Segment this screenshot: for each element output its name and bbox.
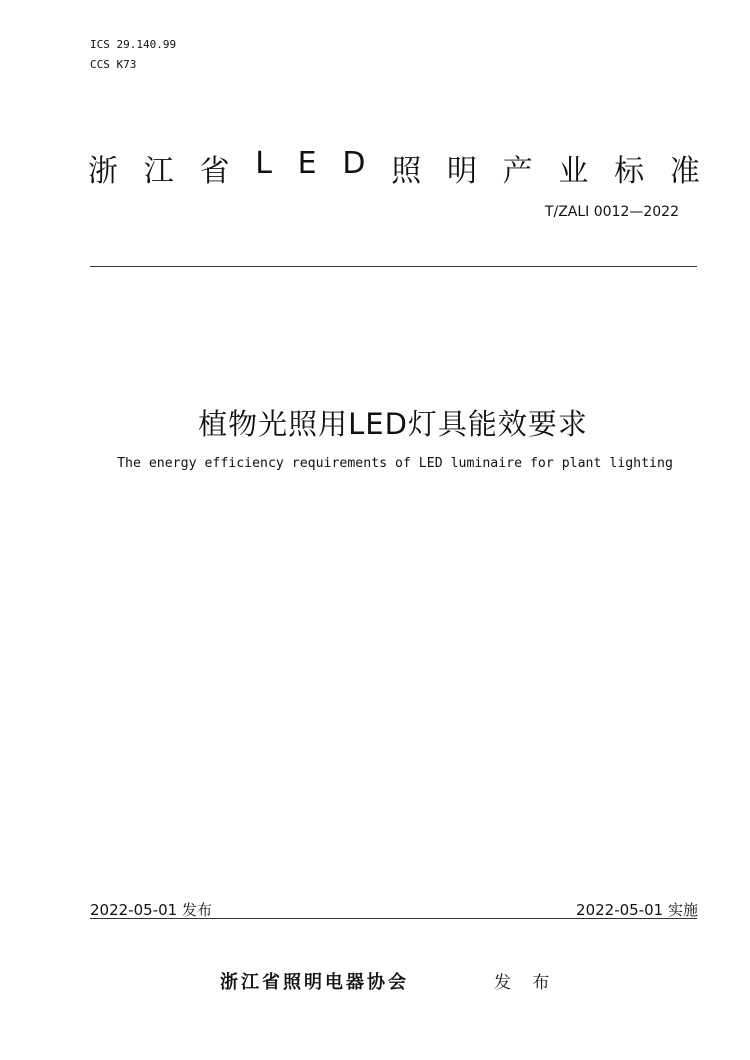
org-title-char: 江 bbox=[143, 154, 174, 189]
org-title-char: 业 bbox=[558, 154, 589, 189]
org-title-char: 标 bbox=[614, 154, 645, 189]
publisher-name: 浙江省照明电器协会 bbox=[220, 972, 409, 993]
standard-number: T/ZALI 0012—2022 bbox=[544, 204, 679, 220]
standard-org-title bbox=[88, 146, 700, 190]
org-title-char: D bbox=[342, 146, 366, 181]
org-title-char: 明 bbox=[446, 154, 477, 189]
org-title-char: 浙 bbox=[88, 154, 118, 189]
org-title-char: E bbox=[297, 146, 317, 181]
org-title-char: 照 bbox=[391, 154, 422, 189]
org-title-char: 准 bbox=[669, 154, 700, 189]
issue-date: 2022-05-01 发布 bbox=[90, 901, 212, 919]
document-title-english: The energy efficiency requirements of LED luminaire for plant lighting bbox=[117, 456, 673, 471]
document-title-chinese: 植物光照用LED灯具能效要求 bbox=[198, 407, 588, 441]
implementation-date: 2022-05-01 实施 bbox=[576, 901, 698, 919]
org-title-char: 产 bbox=[502, 154, 533, 189]
bottom-divider bbox=[90, 918, 697, 919]
publish-label: 发 布 bbox=[494, 973, 558, 993]
org-title-char: 省 bbox=[199, 154, 230, 189]
ics-code: ICS 29.140.99 bbox=[90, 38, 177, 51]
org-title-char: L bbox=[255, 146, 272, 181]
top-divider bbox=[90, 266, 697, 267]
ccs-code: CCS K73 bbox=[90, 58, 137, 71]
